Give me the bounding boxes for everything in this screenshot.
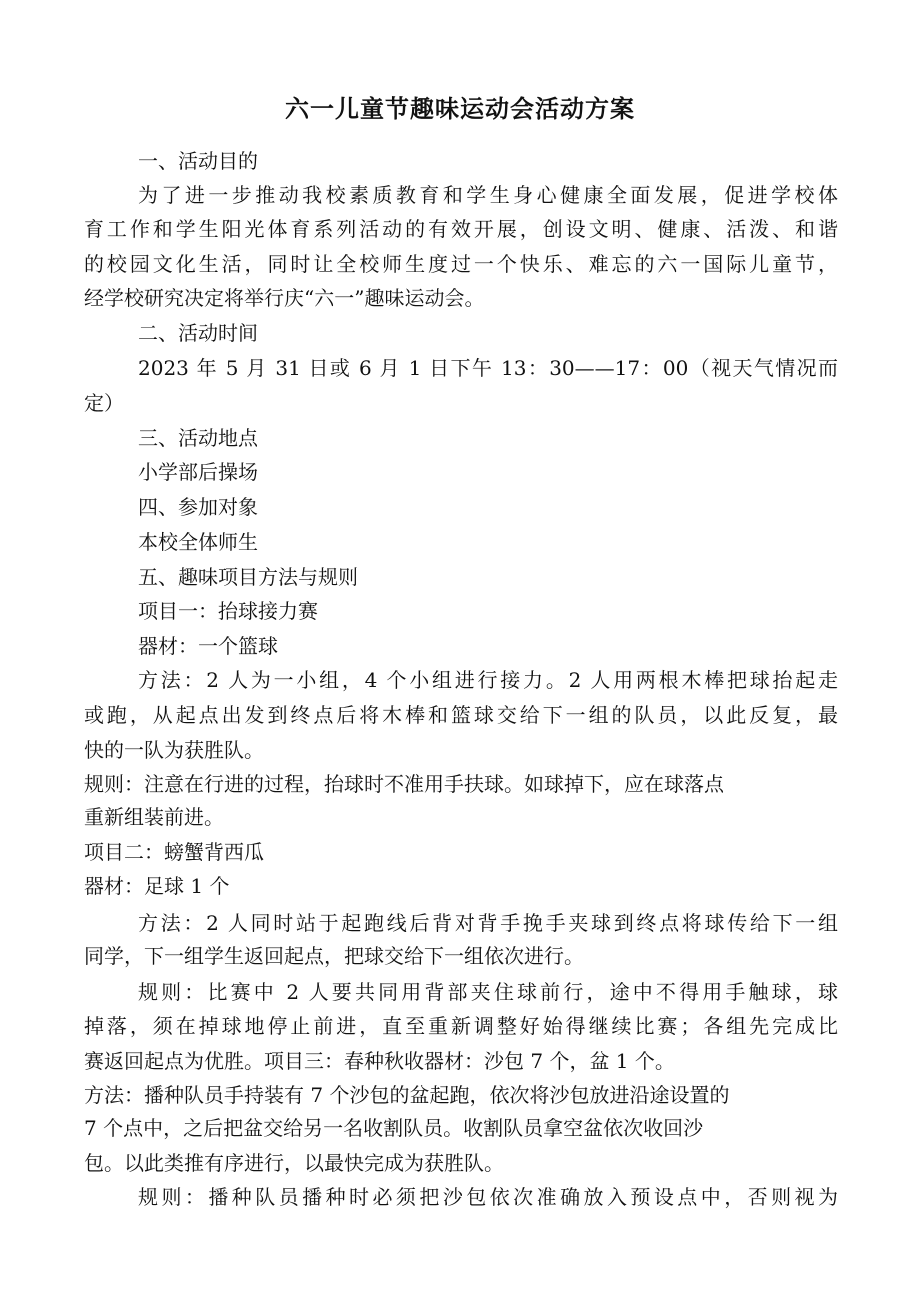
paragraph-line: 规则：比赛中 2 人要共同用背部夹住球前行，途中不得用手触球，球 bbox=[138, 980, 838, 1004]
paragraph-line: 器材：足球 1 个 bbox=[84, 874, 230, 898]
heading-location: 三、活动地点 bbox=[138, 426, 258, 450]
paragraph-line: 重新组装前进。 bbox=[84, 805, 224, 829]
paragraph-line: 方法：2 人同时站于起跑线后背对背手挽手夹球到终点将球传给下一组 bbox=[138, 911, 838, 935]
paragraph-line: 器材：一个篮球 bbox=[138, 634, 278, 658]
paragraph-line: 掉落，须在掉球地停止前进，直至重新调整好始得继续比赛；各组先完成比 bbox=[84, 1014, 838, 1038]
paragraph-line: 包。以此类推有序进行，以最快完成为获胜队。 bbox=[84, 1151, 504, 1175]
heading-rules: 五、趣味项目方法与规则 bbox=[138, 565, 358, 589]
paragraph-line: 规则：注意在行进的过程，抬球时不准用手扶球。如球掉下，应在球落点 bbox=[84, 772, 724, 796]
paragraph-line: 7 个点中，之后把盆交给另一名收割队员。收割队员拿空盆依次收回沙 bbox=[84, 1116, 704, 1140]
heading-time: 二、活动时间 bbox=[138, 321, 258, 345]
paragraph-line: 同学，下一组学生返回起点，把球交给下一组依次进行。 bbox=[84, 944, 584, 968]
paragraph-line: 赛返回起点为优胜。项目三：春种秋收器材：沙包 7 个，盆 1 个。 bbox=[84, 1049, 675, 1073]
paragraph-line: 本校全体师生 bbox=[138, 530, 258, 554]
item-two-title: 项目二：螃蟹背西瓜 bbox=[84, 840, 264, 864]
paragraph-line: 快的一队为获胜队。 bbox=[84, 738, 264, 762]
paragraph-line: 的校园文化生活，同时让全校师生度过一个快乐、难忘的六一国际儿童节， bbox=[84, 252, 838, 276]
paragraph-line: 经学校研究决定将举行庆“六一”趣味运动会。 bbox=[84, 286, 485, 310]
paragraph-line: 定） bbox=[84, 391, 124, 415]
heading-purpose: 一、活动目的 bbox=[138, 149, 258, 173]
item-one-title: 项目一：抬球接力赛 bbox=[138, 599, 318, 623]
document-title: 六一儿童节趣味运动会活动方案 bbox=[285, 95, 635, 123]
paragraph-line: 为了进一步推动我校素质教育和学生身心健康全面发展，促进学校体 bbox=[138, 183, 838, 207]
paragraph-line: 或跑，从起点出发到终点后将木棒和篮球交给下一组的队员，以此反复，最 bbox=[84, 703, 838, 727]
paragraph-line: 方法：播种队员手持装有 7 个沙包的盆起跑，依次将沙包放进沿途设置的 bbox=[84, 1083, 730, 1107]
paragraph-line: 规则：播种队员播种时必须把沙包依次准确放入预设点中，否则视为 bbox=[138, 1185, 838, 1209]
paragraph-line: 小学部后操场 bbox=[138, 460, 258, 484]
paragraph-line: 方法：2 人为一小组，4 个小组进行接力。2 人用两根木棒把球抬起走 bbox=[138, 668, 838, 692]
paragraph-line: 2023 年 5 月 31 日或 6 月 1 日下午 13：30——17：00（视天气情况而 bbox=[138, 356, 838, 380]
paragraph-line: 育工作和学生阳光体育系列活动的有效开展，创设文明、健康、活泼、和谐 bbox=[84, 217, 838, 241]
heading-participants: 四、参加对象 bbox=[138, 495, 258, 519]
